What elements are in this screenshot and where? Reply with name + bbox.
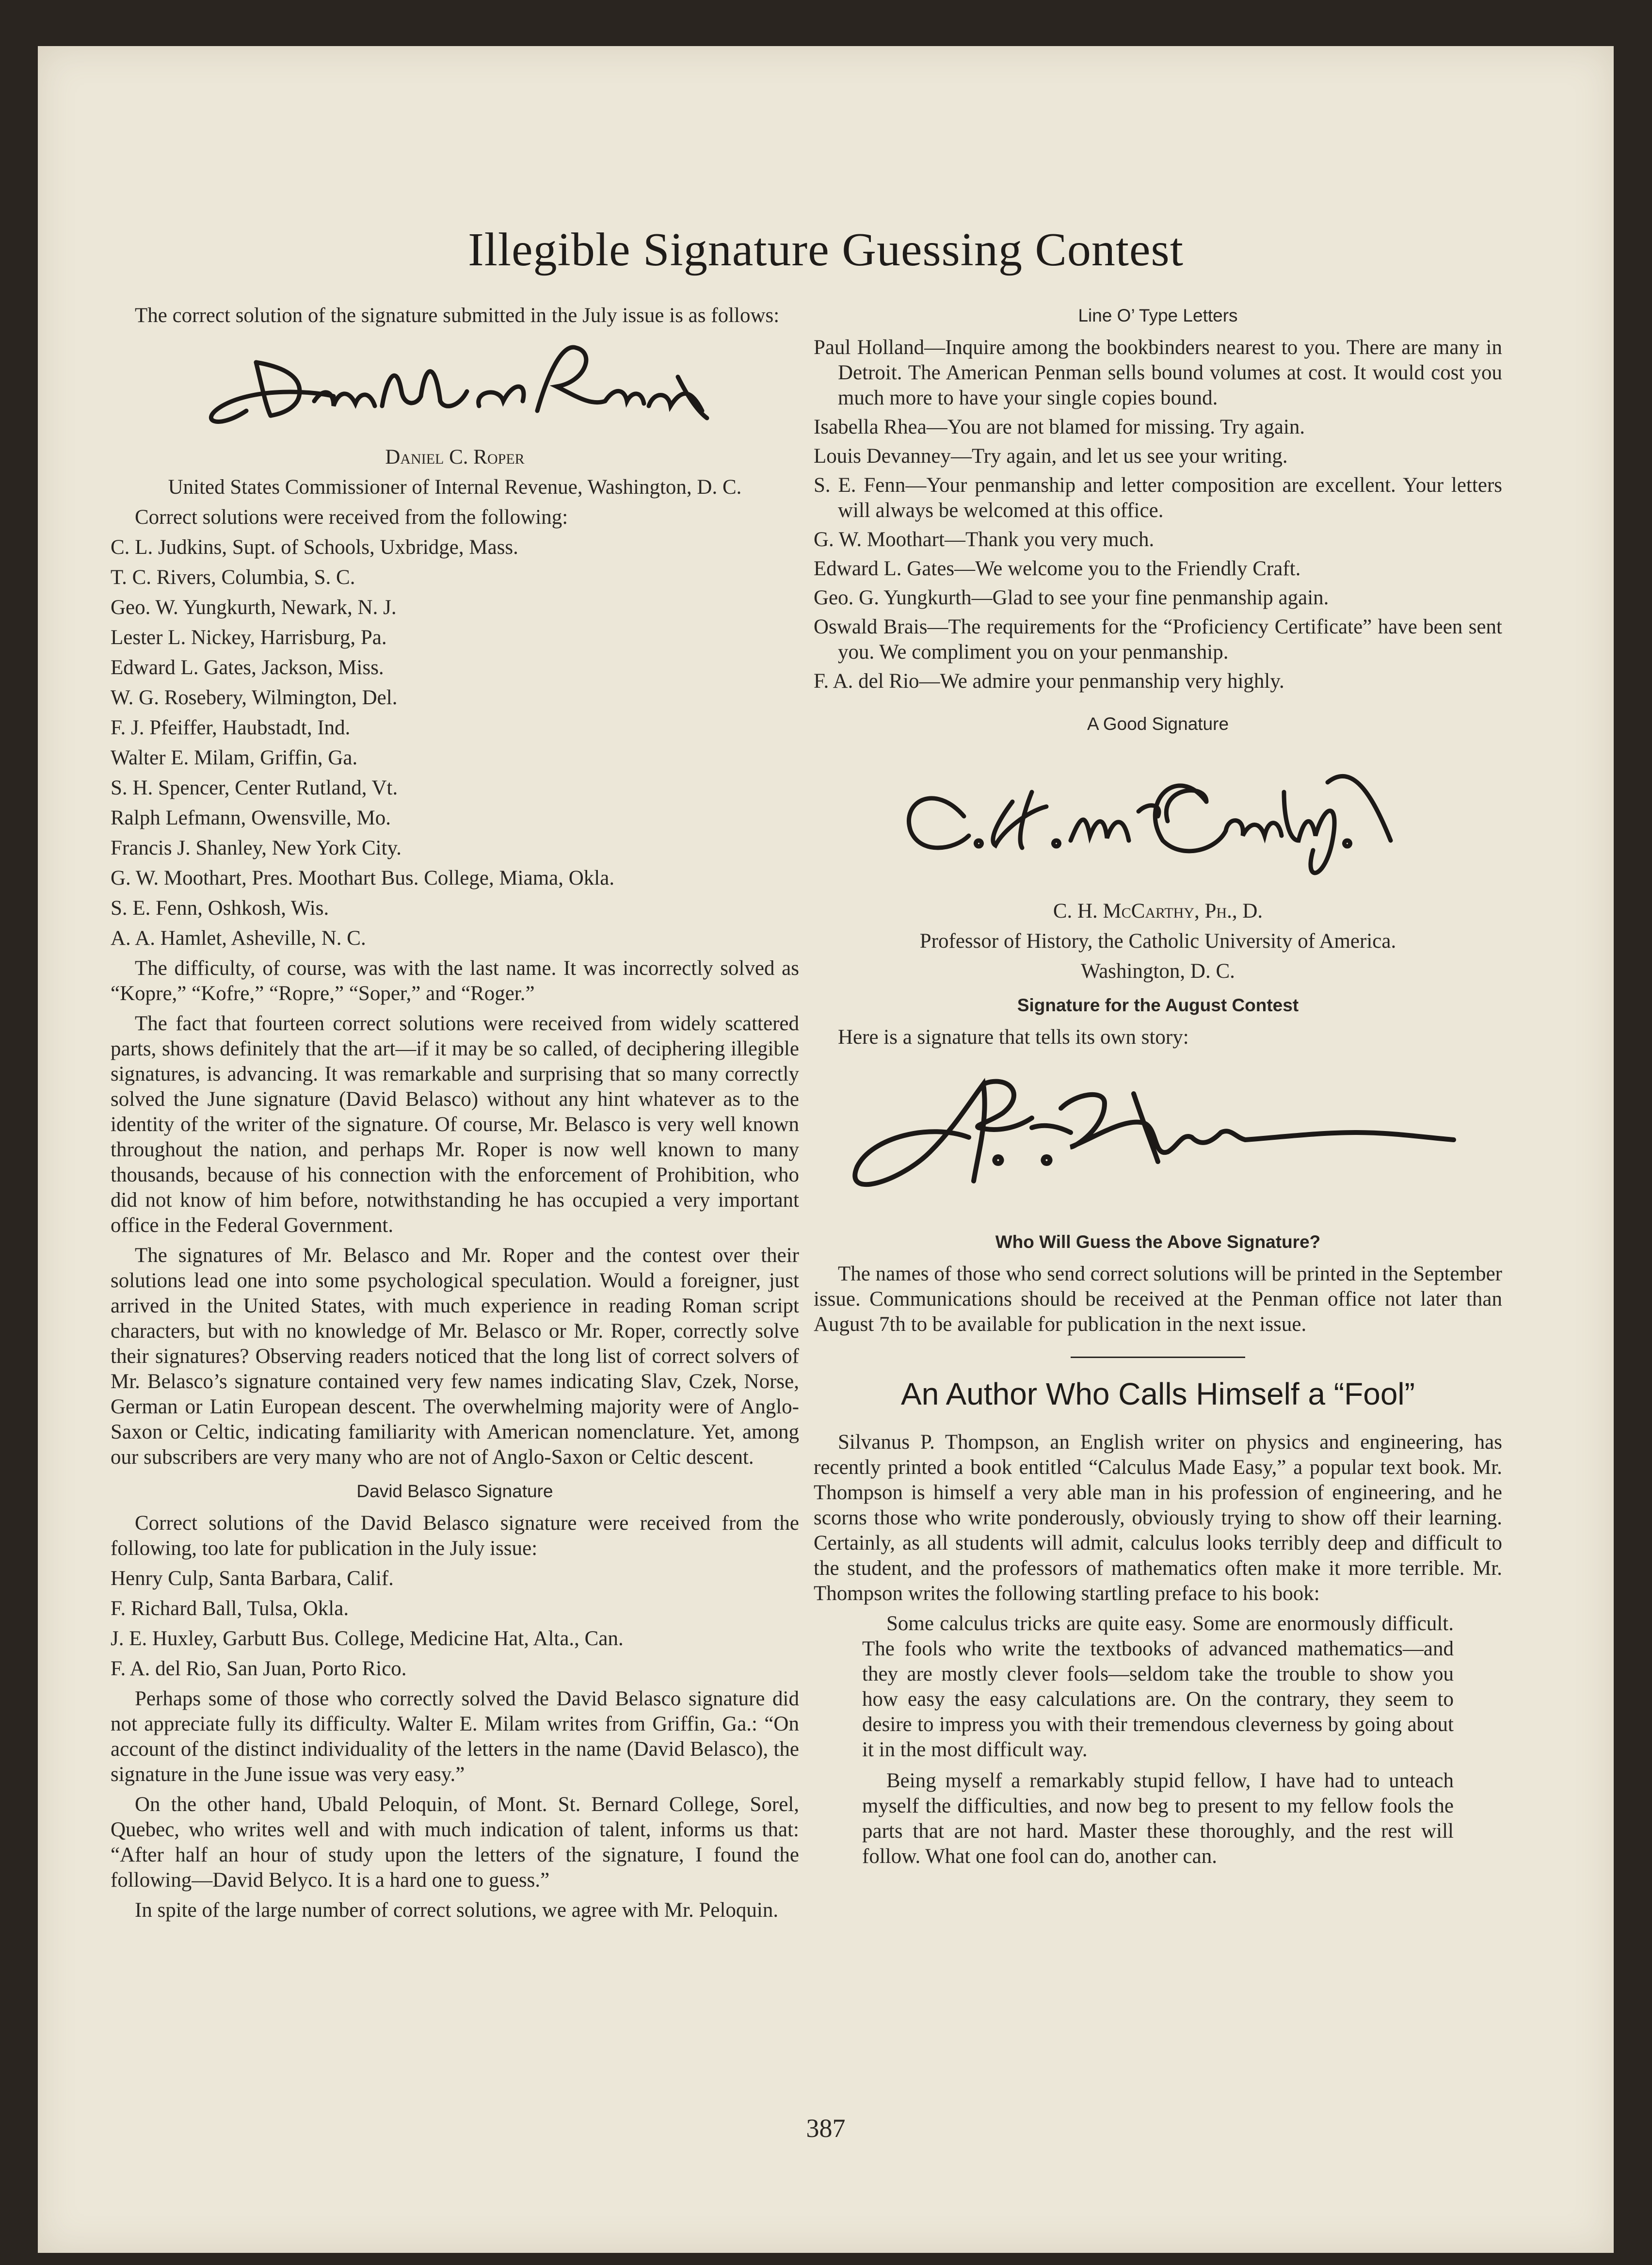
list-item: Henry Culp, Santa Barbara, Calif. xyxy=(111,1567,394,1590)
fact-paragraph: The fact that fourteen correct solutions were received from widely scattered parts, shows definitely that the art—if it may be so called, of deciphering illegible signatures, is advancing. It was remarkable and surprising that so many correctly solved the June signature (David Belasco) without any hint whatever as to the identity of the writer of the signature. Of course, Mr. Belasco is very well known throughout the nation, and perhaps Mr. Roper is now well known to many thousands, because of his connection with the enforcement of Prohibition, who did not know of him before, notwithstanding he has occupied a very important office in the Federal Government. xyxy=(111,1012,799,1237)
good-signature-heading: A Good Signature xyxy=(1087,714,1229,734)
page-title: Illegible Signature Guessing Contest xyxy=(468,224,1184,276)
belasco-solvers-list xyxy=(111,1566,799,1682)
list-item: F. J. Pfeiffer, Haubstadt, Ind. xyxy=(111,716,351,739)
list-item: F. Richard Ball, Tulsa, Okla. xyxy=(111,1597,349,1620)
fool-heading: An Author Who Calls Himself a “Fool” xyxy=(901,1376,1415,1411)
mccarthy-title: Professor of History, the Catholic University of America. xyxy=(919,930,1396,953)
letter-item: S. E. Fenn—Your penmanship and letter composition are excellent. Your letters will always be welcomed at this office. xyxy=(814,474,1502,522)
letter-item: Isabella Rhea—You are not blamed for missing. Try again. xyxy=(814,416,1305,438)
list-item: F. A. del Rio, San Juan, Porto Rico. xyxy=(111,1657,407,1680)
august-heading: Signature for the August Contest xyxy=(1017,995,1299,1015)
list-item: T. C. Rivers, Columbia, S. C. xyxy=(111,566,355,589)
list-item: C. L. Judkins, Supt. of Schools, Uxbridge, Mass. xyxy=(111,536,518,559)
belasco-heading: David Belasco Signature xyxy=(356,1481,553,1501)
letter-item: Geo. G. Yungkurth—Glad to see your fine penmanship again. xyxy=(814,586,1329,609)
preface-quote-1: Some calculus tricks are quite easy. Some are enormously difficult. The fools who write the textbooks of advanced mathematics—and they are mostly clever fools—seldom take the trouble to show you how easy the easy calculations are. On the contrary, they seem to desire to impress you with their tremendous cleverness by going about it in the most difficult way. xyxy=(862,1612,1454,1761)
correct-solutions-intro: Correct solutions were received from the following: xyxy=(135,506,568,529)
list-item: Francis J. Shanley, New York City. xyxy=(111,837,402,859)
right-column xyxy=(814,303,1502,1875)
page xyxy=(38,46,1614,2253)
list-item: W. G. Rosebery, Wilmington, Del. xyxy=(111,686,398,709)
list-item: Geo. W. Yungkurth, Newark, N. J. xyxy=(111,596,397,619)
mccarthy-name: C. H. McCarthy, Ph., D. xyxy=(1053,900,1263,922)
divider xyxy=(1071,1357,1245,1358)
other-hand-paragraph: On the other hand, Ubald Peloquin, of Mont. St. Bernard College, Sorel, Quebec, who writes well and with much indication of talent, informs us that: “After half an hour of study upon the letters of the signature, I found the following—David Belyco. It is a hard one to guess.” xyxy=(111,1793,799,1892)
page-number: 387 xyxy=(806,2114,846,2143)
mccarthy-signature xyxy=(867,744,1449,889)
who-will-guess-paragraph: The names of those who send correct solutions will be printed in the September issue. Communications should be received at the Penman office not later than August 7th to be available for publication in the next issue. xyxy=(814,1262,1502,1336)
letter-item: Oswald Brais—The requirements for the “Proficiency Certificate” have been sent you. We compliment you on your penmanship. xyxy=(814,615,1502,663)
signatures-paragraph: The signatures of Mr. Belasco and Mr. Roper and the contest over their solutions lead one into some psychological speculation. Would a foreigner, just arrived in the United States, with much experience in reading Roman script characters, but with no knowledge of Mr. Belasco or Mr. Roper, correctly solve their signatures? Observing readers noticed that the long list of correct solvers of Mr. Belasco’s signature contained very few names indicating Slav, Czek, Norse, German or Latin European descent. The overwhelming majority were of Anglo-Saxon or Celtic, indicating familiarity with American nomenclature. Yet, among our subscribers are very many who are not of Anglo-Saxon or Celtic descent. xyxy=(111,1244,799,1469)
fool-paragraph: Silvanus P. Thompson, an English writer on physics and engineering, has recently printed a book entitled “Calculus Made Easy,” a popular text book. Mr. Thompson is himself a very able man in his profession of engineering, and he scorns those who write ponderously, obviously trying to show off their learning. Certainly, as all students will admit, calculus looks terribly deep and difficult to the student, and the professors of mathematics often make it more terrible. Mr. Thompson writes the following startling preface to his book: xyxy=(814,1431,1502,1605)
mccarthy-city: Washington, D. C. xyxy=(1081,960,1235,983)
difficulty-paragraph: The difficulty, of course, was with the last name. It was incorrectly solved as “Kopre,” “Kofre,” “Ropre,” “Soper,” and “Roger.” xyxy=(111,957,799,1005)
left-column xyxy=(111,303,799,1928)
spite-paragraph: In spite of the large number of correct solutions, we agree with Mr. Peloquin. xyxy=(135,1899,779,1922)
solvers-list xyxy=(111,535,799,951)
letter-item: G. W. Moothart—Thank you very much. xyxy=(814,528,1155,551)
list-item: A. A. Hamlet, Asheville, N. C. xyxy=(111,927,366,950)
roper-title: United States Commissioner of Internal Revenue, Washington, D. C. xyxy=(168,476,742,499)
who-will-guess-heading: Who Will Guess the Above Signature? xyxy=(995,1232,1321,1252)
intro-paragraph: The correct solution of the signature submitted in the July issue is as follows: xyxy=(135,304,780,327)
list-item: S. E. Fenn, Oshkosh, Wis. xyxy=(111,897,329,920)
letter-item: Paul Holland—Inquire among the bookbinders nearest to you. There are many in Detroit. The American Penman sells bound volumes at cost. It would cost you much more to have your single copies bound. xyxy=(814,336,1502,409)
list-item: S. H. Spencer, Center Rutland, Vt. xyxy=(111,777,398,799)
list-item: Lester L. Nickey, Harrisburg, Pa. xyxy=(111,626,387,649)
list-item: Ralph Lefmann, Owensville, Mo. xyxy=(111,807,391,829)
letters-heading: Line O’ Type Letters xyxy=(1078,306,1238,325)
letter-item: Louis Devanney—Try again, and let us see your writing. xyxy=(814,445,1288,468)
preface-quote-2: Being myself a remarkably stupid fellow, I have had to unteach myself the difficulties, and now beg to present to my fellow fools the parts that are not hard. Master these thoroughly, and the rest will follow. What one fool can do, another can. xyxy=(862,1769,1454,1868)
list-item: Walter E. Milam, Griffin, Ga. xyxy=(111,746,358,769)
letters-list xyxy=(814,335,1502,694)
august-intro: Here is a signature that tells its own story: xyxy=(838,1026,1189,1049)
letter-item: F. A. del Rio—We admire your penmanship very highly. xyxy=(814,670,1284,693)
list-item: G. W. Moothart, Pres. Moothart Bus. College, Miama, Okla. xyxy=(111,867,615,890)
belasco-intro: Correct solutions of the David Belasco signature were received from the following, too late for publication in the July issue: xyxy=(111,1512,799,1560)
august-signature xyxy=(843,1055,1473,1215)
perhaps-paragraph: Perhaps some of those who correctly solved the David Belasco signature did not appreciate fully its difficulty. Walter E. Milam writes from Griffin, Ga.: “On account of the distinct individuality of the letters in the name (David Belasco), the signature in the June issue was very easy.” xyxy=(111,1687,799,1786)
letter-item: Edward L. Gates—We welcome you to the Friendly Craft. xyxy=(814,557,1301,580)
roper-name: Daniel C. Roper xyxy=(385,446,525,469)
roper-signature xyxy=(188,333,722,445)
list-item: Edward L. Gates, Jackson, Miss. xyxy=(111,656,384,679)
list-item: J. E. Huxley, Garbutt Bus. College, Medicine Hat, Alta., Can. xyxy=(111,1627,624,1650)
